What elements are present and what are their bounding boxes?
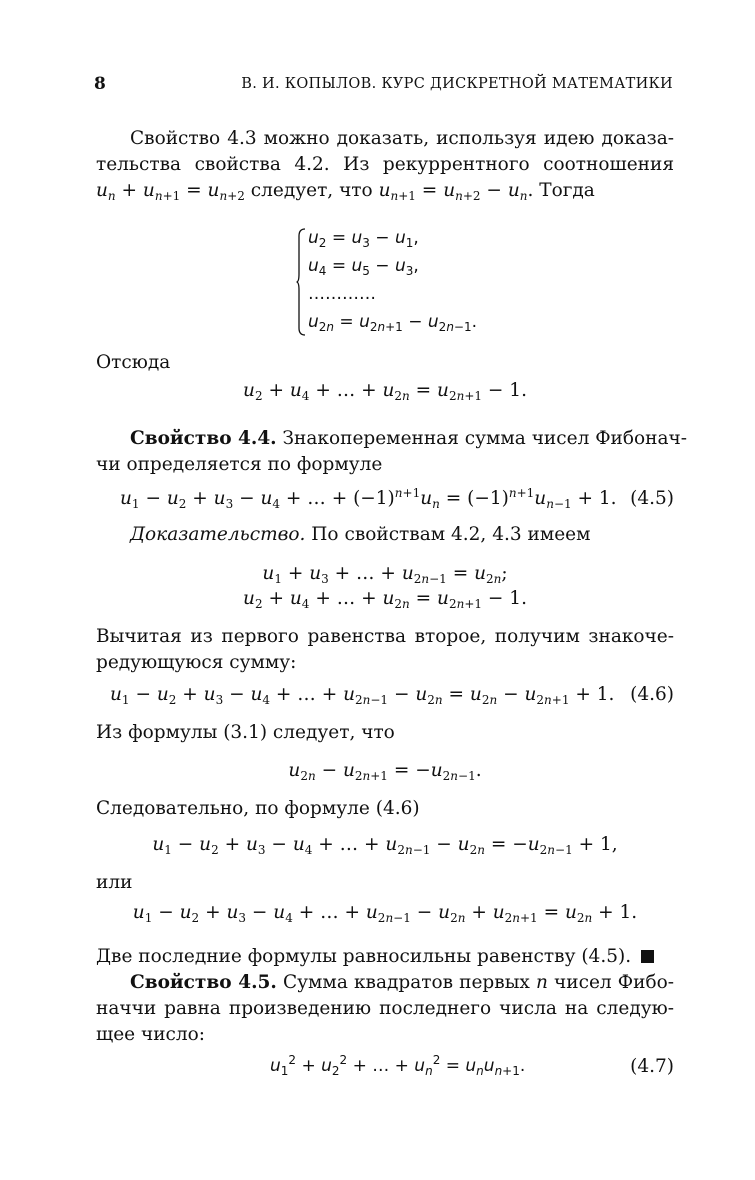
display-formula: $u_{2n} - u_{2n+1} = -u_{2n-1}$.: [288, 760, 482, 783]
running-title: В. И. КОПЫЛОВ. КУРС ДИСКРЕТНОЙ МАТЕМАТИКИ: [241, 76, 673, 92]
equation-number: (4.5): [630, 488, 674, 509]
inline-formula: $u_{n+1} = u_{n+2} - u_n$: [378, 180, 528, 203]
proof-label: Доказательство.: [130, 524, 306, 545]
property-label: Свойство 4.5.: [130, 972, 277, 993]
paragraph-line: Следовательно, по формуле (4.6): [96, 798, 420, 819]
display-formula: $u_1 + u_3$ + … + $u_{2n-1} = u_{2n}$;: [262, 563, 508, 586]
paragraph-line: наччи равна произведению последнего числа на следую-: [96, 998, 674, 1019]
system-row: $u_2 = u_3 - u_1$,: [308, 228, 419, 250]
paragraph-line: Две последние формулы равносильны равенству (4.5).: [96, 944, 674, 970]
paragraph-line: Вычитая из первого равенства второе, получим знакоче-: [96, 626, 674, 647]
paragraph-line: Свойство 4.4. Знакопеременная сумма чисел Фибонач-: [130, 428, 688, 449]
paragraph-line: Доказательство. По свойствам 4.2, 4.3 имеем: [130, 524, 591, 545]
paragraph-line-with-math: $u_n + u_{n+1} = u_{n+2}$ следует, что $u_{n+1} = u_{n+2} - u_n$. Тогда: [96, 180, 595, 203]
inline-formula: $u_n + u_{n+1} = u_{n+2}$: [96, 180, 245, 203]
equation-number: (4.7): [630, 1056, 674, 1077]
paragraph-line: Из формулы (3.1) следует, что: [96, 722, 395, 743]
property-label: Свойство 4.4.: [130, 428, 277, 449]
paragraph-line: Свойство 4.3 можно доказать, используя идею доказа-: [130, 128, 674, 149]
system-row-dots: …………: [308, 284, 376, 304]
paragraph-line: Свойство 4.5. Сумма квадратов первых n чисел Фибо-: [130, 972, 674, 993]
display-formula: $u_2 + u_4$ + … + $u_{2n} = u_{2n+1} - 1$.: [243, 588, 527, 611]
equation-number: (4.6): [630, 684, 674, 705]
paragraph-line: редующуюся сумму:: [96, 652, 297, 673]
display-formula: $u_2 + u_4$ + … + $u_{2n} = u_{2n+1} - 1$.: [243, 380, 527, 403]
display-formula: $u_1 - u_2 + u_3 - u_4$ + … + $u_{2n-1} - u_{2n} + u_{2n+1} = u_{2n} + 1$.: [132, 902, 638, 925]
page-number: 8: [94, 74, 106, 94]
paragraph-line: или: [96, 872, 133, 893]
book-page: 8 В. И. КОПЫЛОВ. КУРС ДИСКРЕТНОЙ МАТЕМАТИКИ Свойство 4.3 можно доказать, используя идею доказа- тельства свойства 4.2. Из рекуррентного соотношения $u_n + u_{n+1} = u_{n+2}$ следует, что $u_{n+1} = u_{n+2} - u_n$. Тогда $u_2 = u_3 - u_1$, $u_4 = u_5 - u_3$, ………… $u_{2n} = u_{2n+1} - u_{2n-1}$. Отсюда $u_2 + u_4$ + … + $u_{2n} = u_{2n+1} - 1$. Свойство 4.4. Знакопеременная сумма чисел Фибонач- чи определяется по формуле $u_1 - u_2 + u_3 - u_4$ + … + $(-1)^{n+1}u_n = (-1)^{n+1}u_{n-1} + 1$. (4.5) Доказательство. По свойствам 4.2, 4.3 имеем $u_1 + u_3$ + … + $u_{2n-1} = u_{2n}$; $u_2 + u_4$ + … + $u_{2n} = u_{2n+1} - 1$. Вычитая из первого равенства второе, получим знакоче- редующуюся сумму: $u_1 - u_2 + u_3 - u_4$ + … + $u_{2n-1} - u_{2n} = u_{2n} - u_{2n+1} + 1$. (4.6) Из формулы (3.1) следует, что $u_{2n} - u_{2n+1} = -u_{2n-1}$. Следовательно, по формуле (4.6) $u_1 - u_2 + u_3 - u_4$ + … + $u_{2n-1} - u_{2n} = -u_{2n-1} + 1$, или $u_1 - u_2 + u_3 - u_4$ + … + $u_{2n-1} - u_{2n} + u_{2n+1} = u_{2n} + 1$. Две последние формулы равносильны равенству (4.5). Свойство 4.5. Сумма квадратов первых n чисел Фибо- наччи равна произведению последнего числа на следую- щее число: $u_1^2 + u_2^2$ + … + $u_n^2 = u_nu_{n+1}$. (4.7): [94, 74, 688, 1078]
paragraph-line: чи определяется по формуле: [96, 454, 383, 475]
system-row: $u_4 = u_5 - u_3$,: [308, 256, 419, 278]
paragraph-line: Отсюда: [96, 352, 171, 373]
left-brace-icon: [296, 228, 306, 336]
paragraph-line: щее число:: [96, 1024, 206, 1045]
paragraph-line: тельства свойства 4.2. Из рекуррентного соотношения: [96, 154, 674, 175]
equation-system: [296, 226, 516, 342]
system-row: $u_{2n} = u_{2n+1} - u_{2n-1}$.: [308, 312, 478, 334]
qed-square-icon: [641, 950, 654, 963]
display-formula: $u_1 - u_2 + u_3 - u_4$ + … + $u_{2n-1} - u_{2n} = -u_{2n-1} + 1$,: [152, 834, 618, 857]
